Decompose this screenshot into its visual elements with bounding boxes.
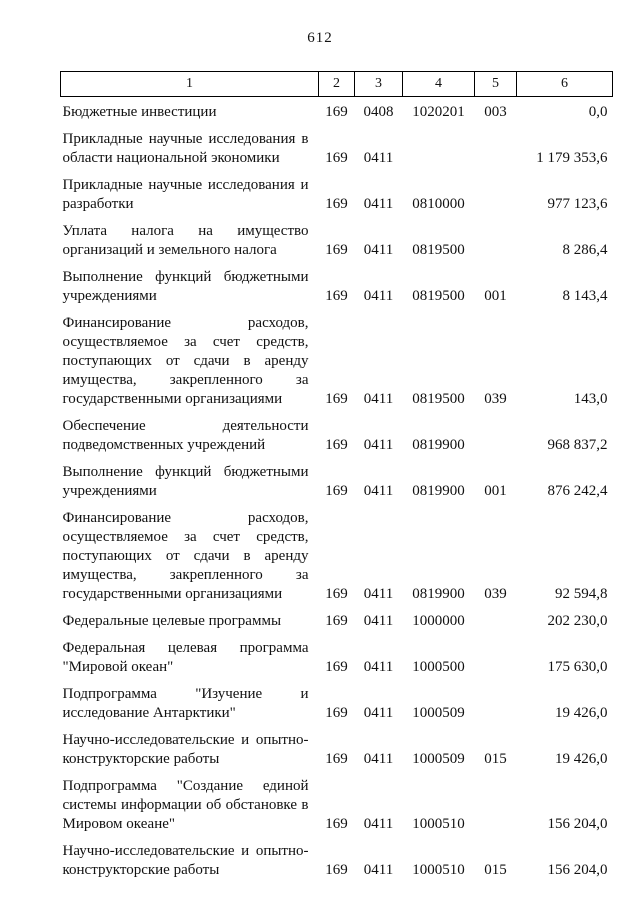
cell-code-rzpr: 0411 (363, 751, 394, 767)
cell-item-name: Прикладные научные исследования и разработки (62, 177, 309, 212)
table-row (61, 457, 613, 503)
cell-code-ppp: 169 (325, 705, 348, 721)
cell-amount: 143,0 (573, 391, 608, 407)
cell-code-vr: 015 (484, 751, 507, 767)
cell-amount: 8 143,4 (562, 288, 608, 304)
cell-code-ppp: 169 (325, 288, 348, 304)
table-row (61, 308, 613, 411)
cell-code-ppp: 169 (325, 862, 348, 878)
cell-code-rzpr: 0411 (363, 586, 394, 602)
cell-code-ppp: 169 (325, 483, 348, 499)
page-number: 612 (307, 30, 333, 46)
cell-item-name: Уплата налога на имущество организаций и земельного налога (62, 223, 309, 258)
cell-code-vr (475, 170, 517, 216)
cell-code-rzpr: 0411 (363, 150, 394, 166)
cell-code-rzpr: 0411 (363, 437, 394, 453)
cell-amount: 8 286,4 (562, 242, 608, 258)
column-header-5: 5 (475, 72, 517, 97)
cell-code-ppp: 169 (325, 391, 348, 407)
cell-item-name: Обеспечение деятельности подведомственных учреждений (62, 418, 309, 453)
cell-code-rzpr: 0411 (363, 659, 394, 675)
cell-code-vr: 001 (484, 483, 507, 499)
column-header-2: 2 (319, 72, 355, 97)
table-row (61, 262, 613, 308)
cell-amount: 19 426,0 (555, 751, 608, 767)
table-row (61, 503, 613, 606)
column-header-4: 4 (403, 72, 475, 97)
cell-item-name: Федеральная целевая программа "Мировой океан" (62, 640, 309, 675)
cell-code-rzpr: 0411 (363, 196, 394, 212)
cell-item-name: Научно-исследовательские и опытно-конструкторские работы (62, 732, 309, 767)
table-row (61, 97, 613, 125)
column-header-1: 1 (61, 72, 319, 97)
cell-code-rzpr: 0411 (363, 391, 394, 407)
cell-code-vr: 039 (484, 391, 507, 407)
cell-code-vr: 003 (484, 104, 507, 120)
cell-amount: 156 204,0 (547, 862, 608, 878)
cell-item-name: Финансирование расходов, осуществляемое за счет средств, поступающих от сдачи в аренду имущества, закрепленного за государственными организациями (62, 315, 309, 407)
cell-code-csr: 1000000 (412, 613, 465, 629)
cell-code-csr: 1000510 (412, 862, 465, 878)
cell-code-csr: 1000500 (412, 659, 465, 675)
cell-amount: 876 242,4 (547, 483, 608, 499)
cell-amount: 968 837,2 (547, 437, 608, 453)
cell-code-csr: 0819900 (412, 437, 465, 453)
cell-code-vr: 039 (484, 586, 507, 602)
cell-item-name: Выполнение функций бюджетными учреждениями (62, 269, 309, 304)
table-header-row (61, 72, 613, 97)
cell-code-csr: 1020201 (412, 104, 465, 120)
table-row (61, 411, 613, 457)
cell-amount: 977 123,6 (547, 196, 608, 212)
cell-code-ppp: 169 (325, 659, 348, 675)
cell-code-csr: 0810000 (412, 196, 465, 212)
table-row (61, 836, 613, 882)
cell-item-name: Прикладные научные исследования в области национальной экономики (62, 131, 309, 166)
cell-code-rzpr: 0411 (363, 288, 394, 304)
cell-code-csr: 0819500 (412, 288, 465, 304)
cell-code-vr (475, 606, 517, 633)
cell-item-name: Федеральные целевые программы (62, 613, 282, 629)
cell-code-ppp: 169 (325, 613, 348, 629)
cell-code-ppp: 169 (325, 751, 348, 767)
cell-code-vr (475, 411, 517, 457)
cell-code-csr: 1000509 (412, 751, 465, 767)
cell-code-csr: 0819500 (412, 242, 465, 258)
cell-code-ppp: 169 (325, 586, 348, 602)
cell-code-csr: 0819900 (412, 586, 465, 602)
cell-amount: 92 594,8 (555, 586, 608, 602)
cell-amount: 202 230,0 (547, 613, 608, 629)
cell-code-rzpr: 0411 (363, 613, 394, 629)
table-row (61, 124, 613, 170)
cell-code-csr: 1000510 (412, 816, 465, 832)
cell-code-rzpr: 0411 (363, 483, 394, 499)
cell-code-csr (403, 124, 475, 170)
cell-amount: 175 630,0 (547, 659, 608, 675)
cell-code-ppp: 169 (325, 196, 348, 212)
cell-code-ppp: 169 (325, 242, 348, 258)
cell-code-csr: 0819900 (412, 483, 465, 499)
cell-code-vr (475, 771, 517, 836)
cell-code-csr: 1000509 (412, 705, 465, 721)
table-row (61, 725, 613, 771)
cell-code-ppp: 169 (325, 437, 348, 453)
cell-code-vr: 001 (484, 288, 507, 304)
cell-code-csr: 0819500 (412, 391, 465, 407)
cell-amount: 0,0 (588, 104, 608, 120)
cell-code-rzpr: 0411 (363, 862, 394, 878)
cell-item-name: Выполнение функций бюджетными учреждениями (62, 464, 309, 499)
cell-item-name: Научно-исследовательские и опытно-конструкторские работы (62, 843, 309, 878)
cell-code-vr: 015 (484, 862, 507, 878)
cell-amount: 1 179 353,6 (536, 150, 608, 166)
table-body (61, 97, 613, 883)
table-row (61, 216, 613, 262)
cell-code-rzpr: 0411 (363, 705, 394, 721)
table-row (61, 606, 613, 633)
cell-item-name: Финансирование расходов, осуществляемое за счет средств, поступающих от сдачи в аренду имущества, закрепленного за государственными организациями (62, 510, 309, 602)
cell-code-ppp: 169 (325, 104, 348, 120)
cell-code-rzpr: 0411 (363, 242, 394, 258)
column-header-6: 6 (517, 72, 613, 97)
table-row (61, 633, 613, 679)
table-row (61, 771, 613, 836)
cell-code-ppp: 169 (325, 150, 348, 166)
table-row (61, 170, 613, 216)
cell-code-rzpr: 0408 (363, 104, 394, 120)
cell-code-vr (475, 124, 517, 170)
cell-code-vr (475, 216, 517, 262)
budget-table (60, 71, 613, 882)
cell-code-vr (475, 679, 517, 725)
cell-item-name: Бюджетные инвестиции (62, 104, 217, 120)
table-row (61, 679, 613, 725)
cell-item-name: Подпрограмма "Изучение и исследование Антарктики" (62, 686, 309, 721)
cell-amount: 19 426,0 (555, 705, 608, 721)
cell-amount: 156 204,0 (547, 816, 608, 832)
cell-item-name: Подпрограмма "Создание единой системы информации об обстановке в Мировом океане" (62, 778, 309, 832)
cell-code-vr (475, 633, 517, 679)
column-header-3: 3 (355, 72, 403, 97)
cell-code-rzpr: 0411 (363, 816, 394, 832)
cell-code-ppp: 169 (325, 816, 348, 832)
